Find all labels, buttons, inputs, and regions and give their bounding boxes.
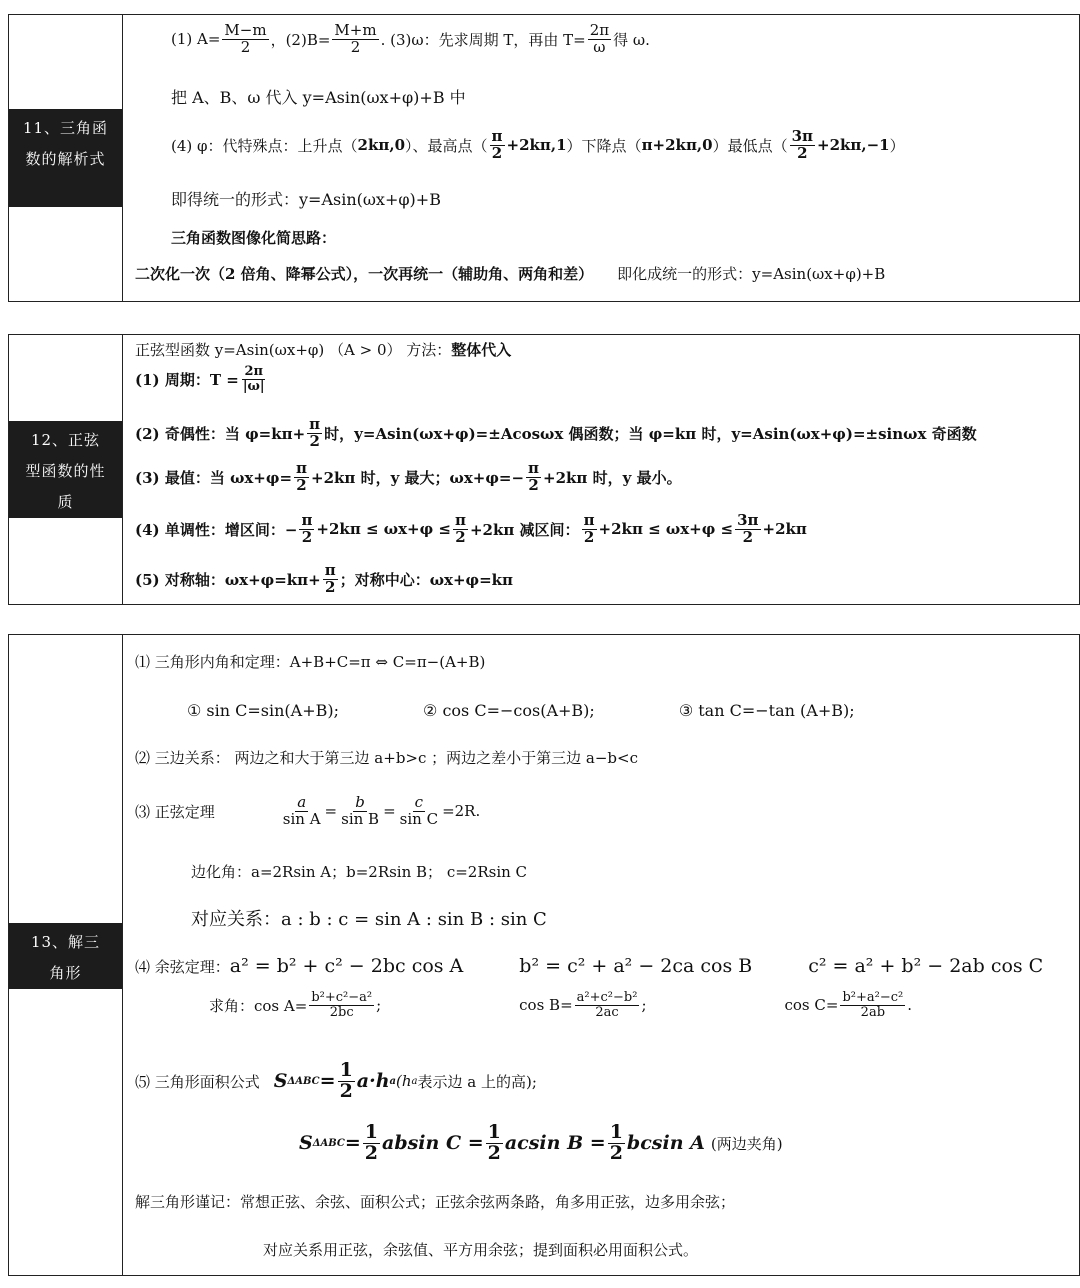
s13-line-12: 对应关系用正弦，余弦值、平方用余弦；提到面积必用面积公式。 <box>263 1241 699 1259</box>
s11-line-4: 即得统一的形式：y=Asin(ωx+φ)+B <box>171 190 441 209</box>
fraction: $\frac{1}{2}$ <box>364 1121 379 1164</box>
s12-line-3: (2) 奇偶性：当 φ=kπ+ $\frac{\pi}{2}$ 时，y=Asin(ωx+φ)=±Acosωx 偶函数；当 φ=kπ 时，y=Asin(ωx+φ)=±sinωx 奇函数 <box>135 415 977 450</box>
s13-line-5: 边化角：a=2Rsin A；b=2Rsin B； c=2Rsin C <box>191 863 528 881</box>
section-13 <box>8 634 1080 1276</box>
fraction: $\frac{\text{a²+c²−b²}}{2ac}$ <box>576 990 638 1020</box>
fraction: $\frac{b}{\text{sin B}}$ <box>341 793 380 828</box>
section-12-content <box>122 335 1079 604</box>
fraction: $\frac{2\pi}{\omega}$ <box>589 21 610 56</box>
fraction: $\frac{\text{b²+c²−a²}}{2bc}$ <box>311 990 373 1020</box>
s13-line-7: ⑷ 余弦定理： a² = b² + c² − 2bc cos A b² = c² + a² − 2ca cos B c² = a² + b² − 2ab cos C <box>135 955 1044 977</box>
fraction: $\frac{1}{2}$ <box>339 1059 353 1102</box>
fraction: $\frac{\pi}{2}$ <box>528 459 540 494</box>
s12-line-2: (1) 周期：T = $\frac{2\pi}{|\omega|}$ <box>135 364 265 394</box>
s13-line-1: ⑴ 三角形内角和定理：A+B+C=π ⇔ C=π−(A+B) <box>135 653 486 671</box>
s13-line-10: S ΔABC = $\frac{1}{2}$ absin C = $\frac{1}{2}$ acsin B = $\frac{1}{2}$ bcsin A (两边夹角) <box>299 1121 783 1164</box>
fraction: $\frac{\text{b²+a²−c²}}{2ab}$ <box>842 990 904 1020</box>
s11-line-6: 二次化一次（2 倍角、降幂公式），一次再统一（辅助角、两角和差） 即化成统一的形式：y=Asin(ωx+φ)+B <box>135 265 886 283</box>
fraction: $\frac{3\pi}{2}$ <box>737 511 759 546</box>
fraction: $\frac{M-m}{2}$ <box>224 21 267 56</box>
section-12 <box>8 334 1080 605</box>
s13-line-11: 解三角形谨记：常想正弦、余弦、面积公式；正弦余弦两条路，角多用正弦，边多用余弦； <box>135 1193 736 1211</box>
fraction: $\frac{\pi}{2}$ <box>583 511 595 546</box>
s12-line-5: (4) 单调性：增区间：− $\frac{\pi}{2}$ +2kπ ≤ ωx+φ ≤ $\frac{\pi}{2}$ +2kπ 减区间： $\frac{\pi}{2}$ +2kπ ≤ ωx+φ ≤ $\frac{3\pi}{2}$ +2kπ <box>135 511 807 546</box>
section-13-content <box>122 635 1079 1275</box>
fraction: $\frac{2\pi}{|\omega|}$ <box>242 364 265 394</box>
section-13-label: 13、解三角形 <box>9 923 122 989</box>
fraction: $\frac{\pi}{2}$ <box>454 511 466 546</box>
s13-line-4: ⑶ 正弦定理 $\frac{a}{\text{sin A}}$ = $\frac{b}{\text{sin B}}$ = $\frac{c}{\text{sin C}}$ =2R. <box>135 793 481 828</box>
fraction: $\frac{\pi}{2}$ <box>301 511 313 546</box>
s13-line-9: ⑸ 三角形面积公式 S ΔABC = $\frac{1}{2}$ a·h a (h a 表示边 a 上的高); <box>135 1059 537 1102</box>
fraction: $\frac{\pi}{2}$ <box>324 561 336 596</box>
s11-line-1: (1) A= $\frac{M-m}{2}$ ，(2)B= $\frac{M+m}{2}$ . (3)ω：先求周期 T，再由 T= $\frac{2\pi}{\omega}$ 得 ω. <box>171 21 650 56</box>
s11-line-5: 三角函数图像化简思路： <box>171 229 337 247</box>
s12-line-4: (3) 最值：当 ωx+φ= $\frac{\pi}{2}$ +2kπ 时，y 最大；ωx+φ=− $\frac{\pi}{2}$ +2kπ 时，y 最小。 <box>135 459 682 494</box>
section-11-label: 11、三角函数的解析式 <box>9 109 122 207</box>
fraction: $\frac{\pi}{2}$ <box>491 127 503 162</box>
s13-line-8: 求角：cos A= $\frac{\text{b²+c²−a²}}{2bc}$ ; cos B= $\frac{\text{a²+c²−b²}}{2ac}$ ; cos C= $\frac{\text{b²+a²−c²}}{2ab}$ . <box>209 990 913 1020</box>
fraction: $\frac{3\pi}{2}$ <box>791 127 814 162</box>
s11-line-2: 把 A、B、ω 代入 y=Asin(ωx+φ)+B 中 <box>171 88 466 107</box>
s11-line-3: (4) φ：代特殊点：上升点（ 2kπ,0 ）、最高点（ $\frac{\pi}{2}$ +2kπ,1 ）下降点（ π+2kπ,0 ）最低点（ $\frac{3\pi}{2}$ +2kπ,−1 ） <box>171 127 905 162</box>
fraction: $\frac{\pi}{2}$ <box>309 415 321 450</box>
fraction: $\frac{M+m}{2}$ <box>334 21 377 56</box>
s12-line-6: (5) 对称轴：ωx+φ=kπ+ $\frac{\pi}{2}$ ；对称中心：ωx+φ=kπ <box>135 561 514 596</box>
fraction: $\frac{1}{2}$ <box>487 1121 501 1164</box>
section-12-label: 12、正弦型函数的性质 <box>9 421 122 518</box>
fraction: $\frac{1}{2}$ <box>609 1121 623 1164</box>
s13-line-3: ⑵ 三边关系： 两边之和大于第三边 a+b>c ；两边之差小于第三边 a−b<c <box>135 749 639 767</box>
fraction: $\frac{c}{\text{sin C}}$ <box>399 793 439 828</box>
fraction: $\frac{a}{\text{sin A}}$ <box>282 793 321 828</box>
fraction: $\frac{\pi}{2}$ <box>296 459 307 494</box>
section-11-content <box>122 15 1079 301</box>
s12-line-1: 正弦型函数 y=Asin(ωx+φ) （A > 0） 方法： 整体代入 <box>135 341 512 359</box>
section-11 <box>8 14 1080 302</box>
s13-line-2: ① sin C=sin(A+B); ② cos C=−cos(A+B); ③ tan C=−tan (A+B); <box>187 701 855 720</box>
s13-line-6: 对应关系：a : b : c = sin A : sin B : sin C <box>191 909 547 930</box>
